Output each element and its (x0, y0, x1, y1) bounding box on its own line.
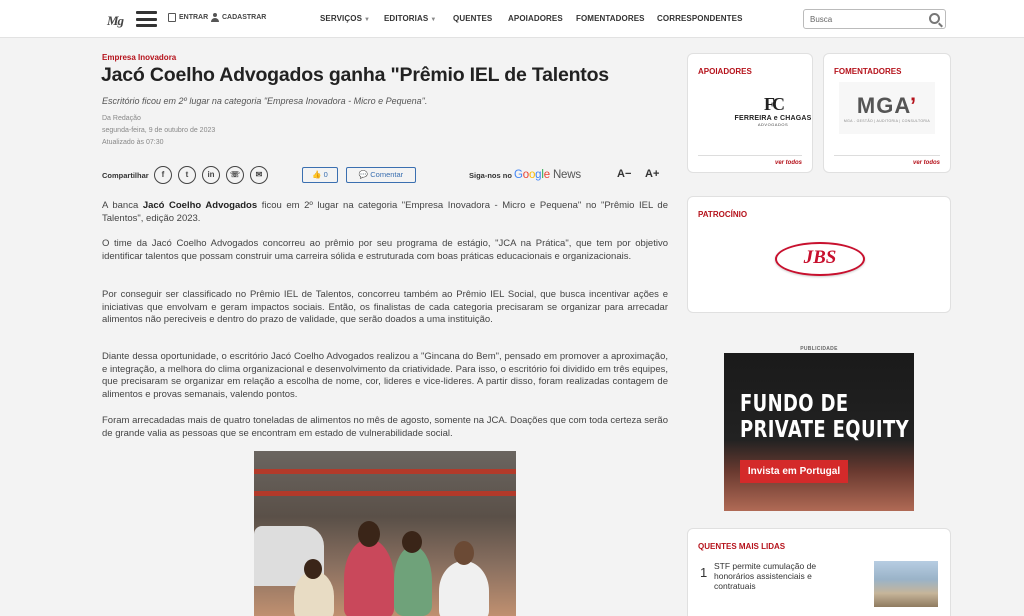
nav-fomentadores[interactable]: FOMENTADORES (576, 14, 645, 23)
private-equity-ad[interactable] (724, 353, 914, 511)
top-navigation-bar (0, 0, 1024, 38)
signup-label: CADASTRAR (222, 14, 267, 21)
chevron-down-icon: ▼ (364, 17, 371, 23)
apoiadores-card (687, 53, 813, 173)
logo-text: Mg (107, 13, 124, 28)
font-increase-button[interactable]: A+ (645, 168, 660, 180)
site-logo[interactable] (107, 9, 123, 30)
article-paragraph-4: Diante dessa oportunidade, o escritório Jacó Coelho Advogados realizou a "Gincana do Bem", pensado em promover a aproximação, e integração, a melhora do clima organizacional e desenvolvimento da criatividade. Para isso, o escritório foi dividido em três equipes, que precisaram se organizar em relação a escolha de nome, cor, lideres e vice-lideres. A partir disso, foram realizadas contagem de alimentos e provas semanais, valendo pontos. (102, 351, 668, 400)
login-icon (168, 13, 176, 22)
patrocinio-title: PATROCÍNIO (698, 210, 748, 219)
nav-apoiadores[interactable]: APOIADORES (508, 14, 563, 23)
article-category[interactable]: Empresa Inovadora (102, 53, 177, 62)
comment-label: Comentar (370, 170, 404, 179)
twitter-icon[interactable]: t (178, 166, 196, 184)
search-box (803, 9, 946, 29)
patrocinio-card (687, 196, 951, 313)
nav-servicos[interactable]: SERVIÇOS ▼ (320, 14, 371, 23)
hamburger-icon[interactable] (136, 11, 157, 27)
article-paragraph-2: O time da Jacó Coelho Advogados concorreu ao prêmio por seu programa de estágio, "JCA na Prática", que tem por objetivo identificar talentos que possam construir uma carreira sólida e estruturada com boas práticas educacionais e organizacionais. (102, 238, 668, 262)
ad-cta-button[interactable]: Invista em Portugal (740, 460, 848, 483)
nav-editorias[interactable]: EDITORIAS ▼ (384, 14, 437, 23)
like-button[interactable] (302, 167, 338, 183)
fomentadores-title: FOMENTADORES (834, 67, 902, 76)
search-icon[interactable] (929, 13, 940, 24)
chevron-down-icon: ▼ (430, 17, 437, 23)
article-author: Da Redação (102, 115, 141, 122)
login-label: ENTRAR (179, 14, 209, 21)
comment-button[interactable] (346, 167, 416, 183)
like-count: 0 (323, 170, 328, 179)
search-input[interactable] (810, 13, 920, 26)
trending-headline[interactable]: STF permite cumulação de honorários assistenciais e contratuais (714, 561, 817, 591)
trending-rank: 1 (700, 565, 708, 580)
google-news-logo: Google News (514, 169, 581, 181)
fomentadores-card (823, 53, 951, 173)
comment-icon: 💬 (358, 170, 369, 179)
article-title: Jacó Coelho Advogados ganha "Prêmio IEL de Talentos (101, 64, 609, 86)
ferreira-chagas-logo[interactable]: FC FERREIRA e CHAGAS ADVOGADOS (734, 94, 812, 127)
google-news-follow[interactable] (469, 169, 581, 181)
article-date: segunda-feira, 9 de outubro de 2023 (102, 127, 216, 134)
apoiadores-see-all-link[interactable]: ver todos (774, 160, 802, 166)
user-icon (211, 13, 219, 22)
font-decrease-button[interactable]: A− (617, 168, 632, 180)
trending-title: QUENTES MAIS LIDAS (698, 542, 786, 551)
article-updated: Atualizado às 07:30 (102, 139, 164, 146)
linkedin-icon[interactable]: in (202, 166, 220, 184)
share-toolbar (102, 166, 668, 186)
nav-quentes[interactable]: QUENTES (453, 14, 493, 23)
thumbs-up-icon: 👍 (312, 170, 322, 179)
trending-thumbnail[interactable] (874, 561, 938, 607)
advertising-label: PUBLICIDADE (800, 346, 838, 352)
mga-logo[interactable]: MGA’ MGA - GESTÃO | AUDITORIA | CONSULTORIA (839, 82, 935, 134)
trending-card (687, 528, 951, 616)
follow-label: Siga-nos no (469, 171, 512, 180)
login-button[interactable] (168, 13, 208, 22)
facebook-icon[interactable]: f (154, 166, 172, 184)
signup-button[interactable] (211, 13, 266, 22)
jbs-logo[interactable]: JBS (775, 242, 865, 276)
article-paragraph-5: Foram arrecadadas mais de quatro toneladas de alimentos no mês de agosto, somente na JCA. Doações que com toda certeza serão de grande valia as pessoas que se encontram em estado de vulnerabilidade social. (102, 415, 668, 439)
article-paragraph-3: Por conseguir ser classificado no Prêmio IEL de Talentos, concorreu também ao Prêmio IEL Social, que busca incentivar ações e iniciativas que envolvam e geram impactos sociais. Então, os finalistas de cada categoria precisaram se organizar para arrecadar alimentos não pereciveis e dentro do prazo de validade, que serão doados a uma instituição. (102, 289, 668, 325)
ad-headline: FUNDO DE PRIVATE EQUITY (740, 391, 909, 443)
apoiadores-title: APOIADORES (698, 67, 752, 76)
nav-correspondentes[interactable]: CORRESPONDENTES (657, 14, 743, 23)
fomentadores-see-all-link[interactable]: ver todos (912, 160, 940, 166)
whatsapp-icon[interactable]: ☏ (226, 166, 244, 184)
article-photo (254, 451, 516, 616)
article-subtitle: Escritório ficou em 2º lugar na categoria "Empresa Inovadora - Micro e Pequena". (102, 96, 428, 106)
share-label: Compartilhar (102, 171, 149, 180)
email-icon[interactable]: ✉ (250, 166, 268, 184)
article-paragraph-1: A banca Jacó Coelho Advogados ficou em 2º lugar na categoria "Empresa Inovadora - Micro e Pequena" no "Prêmio IEL de Talentos", edição 2023. (102, 200, 668, 224)
